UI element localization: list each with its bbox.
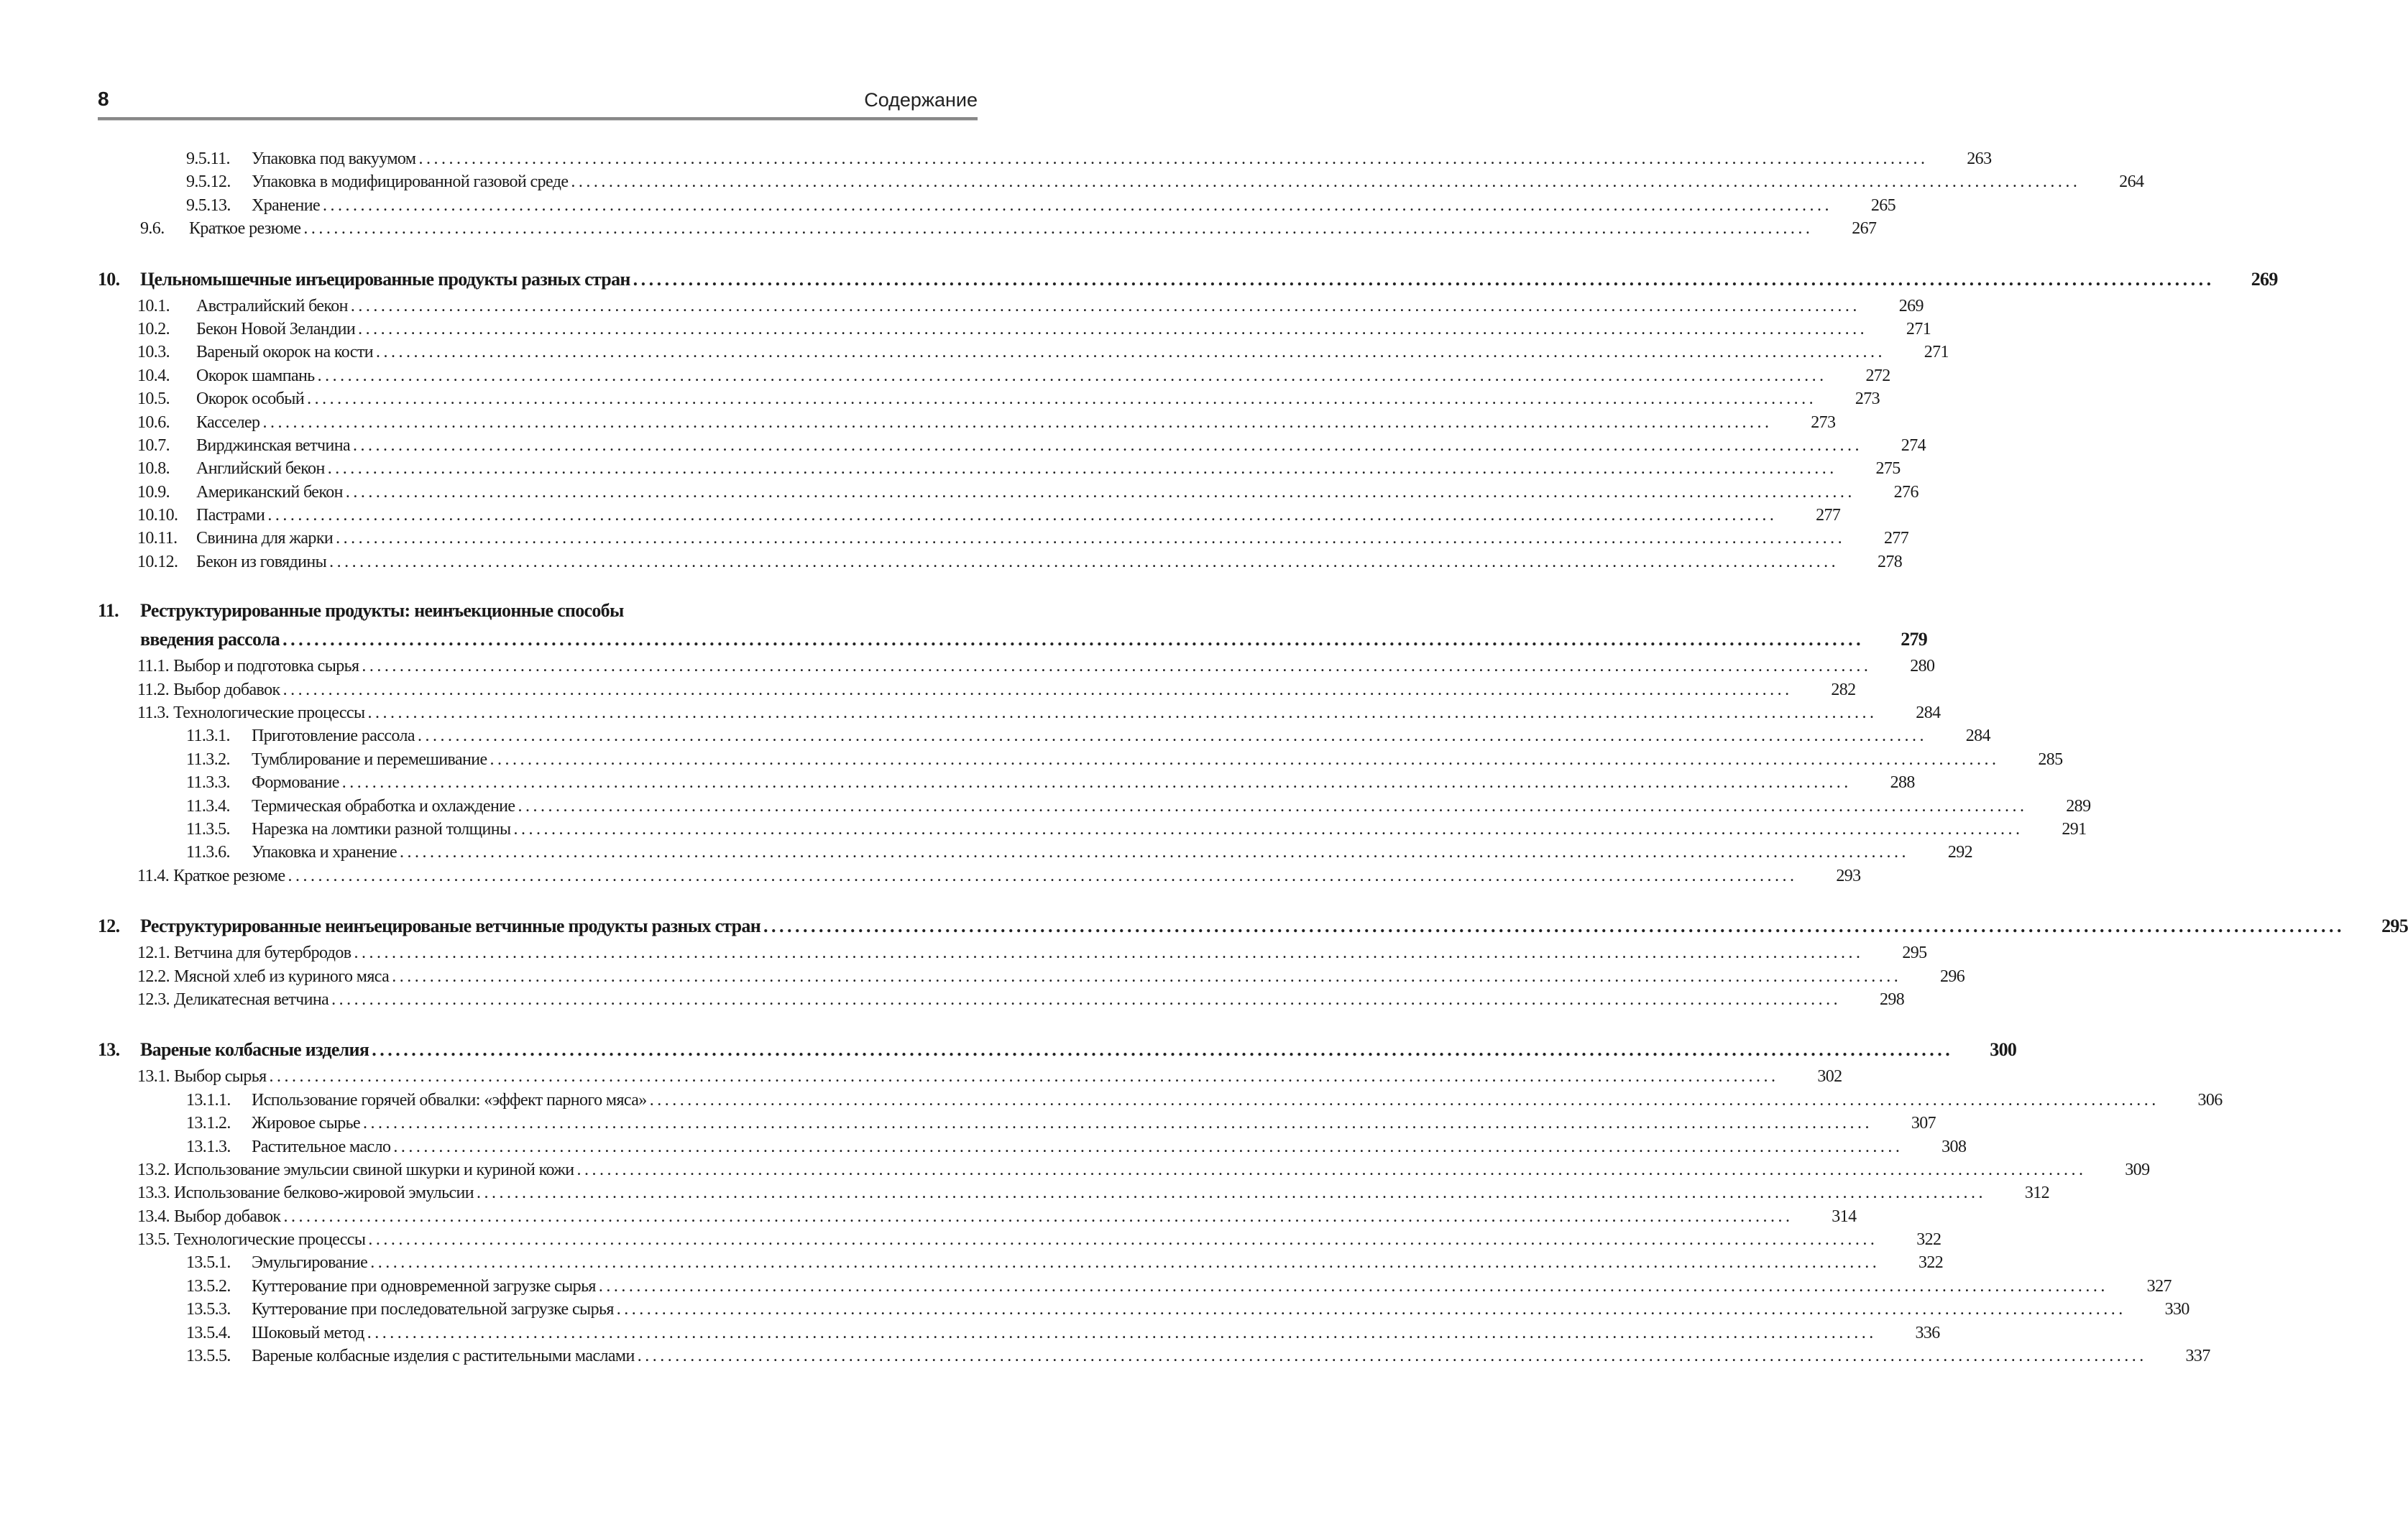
- entry-number: 13.1.2.: [186, 1114, 231, 1133]
- dot-leader: ........................................................................................................................................................................................................: [633, 268, 2215, 290]
- header-rule: [98, 117, 978, 121]
- dot-leader: ........................................................................................................................................................................................................: [303, 219, 1814, 239]
- entry-number: 11.1.: [137, 657, 170, 676]
- toc-entry[interactable]: [98, 457, 1901, 480]
- entry-page: 309: [2125, 1160, 2150, 1179]
- dot-leader: ........................................................................................................................................................................................................: [763, 916, 2345, 937]
- dot-leader: ........................................................................................................................................................................................................: [269, 1067, 1779, 1087]
- entry-number: 11.3.1.: [186, 727, 230, 746]
- entry-page: 295: [1902, 944, 1927, 963]
- toc-entry[interactable]: [98, 341, 1949, 364]
- dot-leader: ........................................................................................................................................................................................................: [288, 866, 1798, 885]
- entry-title: Австралийский бекон: [196, 296, 348, 315]
- entry-title: Вирджинская ветчина: [196, 435, 350, 455]
- entry-title: Американский бекон: [196, 482, 343, 502]
- dot-leader: ........................................................................................................................................................................................................: [362, 657, 1872, 676]
- toc-entry[interactable]: [98, 1298, 2189, 1321]
- entry-title: Реструктурированные неинъецированые ветчинные продукты разных стран: [140, 916, 761, 937]
- toc-entry[interactable]: [98, 318, 1931, 341]
- entry-number: 9.6.: [140, 219, 165, 239]
- entry-title: Деликатесная ветчина: [174, 990, 329, 1009]
- entry-number: 9.5.12.: [186, 172, 231, 192]
- entry-title: Нарезка на ломтики разной толщины: [252, 819, 511, 839]
- entry-title: Тумблирование и перемешивание: [252, 750, 487, 769]
- entry-page: 330: [2164, 1300, 2189, 1319]
- dot-leader: ........................................................................................................................................................................................................: [649, 1090, 2159, 1110]
- entry-number: 11.3.4.: [186, 796, 230, 816]
- dot-leader: ........................................................................................................................................................................................................: [400, 843, 1910, 862]
- page-number: 8: [98, 88, 109, 110]
- toc-entry[interactable]: [98, 678, 1856, 701]
- entry-number: 10.1.: [137, 296, 170, 315]
- dot-leader: ........................................................................................................................................................................................................: [477, 1184, 1987, 1203]
- entry-number: 12.2.: [137, 967, 170, 986]
- toc-entry[interactable]: [98, 724, 1990, 747]
- entry-page: 264: [2119, 172, 2144, 192]
- dot-leader: ........................................................................................................................................................................................................: [393, 1137, 1903, 1156]
- toc-entry[interactable]: [98, 1181, 2050, 1204]
- entry-page: 263: [1967, 149, 1992, 168]
- entry-page: 277: [1883, 529, 1909, 548]
- toc-entry[interactable]: [98, 1228, 1941, 1251]
- entry-number: 13.5.4.: [186, 1323, 231, 1342]
- entry-number: 10.5.: [137, 389, 170, 409]
- dot-leader: ........................................................................................................................................................................................................: [576, 1160, 2087, 1179]
- toc-entry[interactable]: [98, 655, 1935, 678]
- entry-title: Английский бекон: [196, 459, 325, 479]
- dot-leader: ........................................................................................................................................................................................................: [282, 680, 1793, 699]
- entry-page: 292: [1947, 843, 1973, 862]
- entry-page: 322: [1918, 1253, 1944, 1273]
- dot-leader: ........................................................................................................................................................................................................: [354, 944, 1864, 963]
- entry-title: Упаковка в модифицированной газовой среде: [252, 172, 569, 192]
- entry-number: 13.1.1.: [186, 1090, 231, 1110]
- entry-title: Касселер: [196, 412, 260, 432]
- entry-number: 10.11.: [137, 529, 178, 548]
- entry-page: 280: [1910, 657, 1935, 676]
- entry-page: 295: [2381, 916, 2408, 937]
- toc-entry[interactable]: [98, 841, 1973, 864]
- entry-title: Технологические процессы: [173, 704, 365, 723]
- entry-number: 10.3.: [137, 343, 170, 362]
- entry-page: 300: [1990, 1039, 2017, 1061]
- dot-leader: ........................................................................................................................................................................................................: [345, 482, 1855, 502]
- entry-page: 337: [2185, 1347, 2210, 1366]
- dot-leader: ........................................................................................................................................................................................................: [282, 629, 1865, 650]
- dot-leader: ........................................................................................................................................................................................................: [267, 506, 1778, 525]
- entry-page: 282: [1831, 680, 1856, 699]
- entry-page: 265: [1870, 195, 1896, 215]
- toc-entry[interactable]: [98, 364, 1890, 387]
- toc-entry[interactable]: [98, 1065, 1842, 1088]
- dot-leader: ........................................................................................................................................................................................................: [370, 1253, 1880, 1273]
- entry-page: 308: [1941, 1137, 1967, 1156]
- entry-number: 12.1.: [137, 944, 170, 963]
- entry-page: 269: [1898, 296, 1924, 315]
- entry-page: 284: [1965, 727, 1990, 746]
- entry-page: 314: [1832, 1207, 1857, 1226]
- entry-page: 267: [1852, 219, 1877, 239]
- entry-number: 11.3.2.: [186, 750, 230, 769]
- toc-entry[interactable]: [98, 434, 1926, 457]
- toc-entry[interactable]: [98, 941, 1927, 964]
- toc-entry[interactable]: [98, 1251, 1944, 1274]
- entry-page: 273: [1855, 389, 1880, 409]
- entry-page: 277: [1816, 506, 1841, 525]
- entry-title: Куттерование при последовательной загрузке сырья: [252, 1300, 614, 1319]
- dot-leader: ........................................................................................................................................................................................................: [616, 1300, 2126, 1319]
- entry-title: Упаковка под вакуумом: [252, 149, 416, 168]
- dot-leader: ........................................................................................................................................................................................................: [317, 366, 1827, 385]
- entry-title: Реструктурированные продукты: неинъекционные способы: [140, 600, 624, 622]
- toc-entry[interactable]: [98, 771, 1915, 794]
- entry-page: 274: [1901, 435, 1926, 455]
- dot-leader: ........................................................................................................................................................................................................: [367, 704, 1878, 723]
- entry-number: 13.5.: [137, 1230, 170, 1250]
- entry-page: 291: [2062, 819, 2087, 839]
- entry-page: 285: [2038, 750, 2063, 769]
- dot-leader: ........................................................................................................................................................................................................: [637, 1347, 2147, 1366]
- entry-number: 13.3.: [137, 1184, 170, 1203]
- toc-entry[interactable]: [98, 701, 1941, 724]
- dot-leader: ........................................................................................................................................................................................................: [336, 529, 1846, 548]
- toc-entry[interactable]: [98, 217, 1877, 240]
- toc-entry[interactable]: [98, 170, 2144, 193]
- dot-leader: ........................................................................................................................................................................................................: [375, 343, 1885, 362]
- toc-entry[interactable]: [98, 818, 2087, 841]
- entry-number: 12.: [98, 916, 120, 937]
- entry-number: 11.3.: [137, 704, 170, 723]
- dot-leader: ........................................................................................................................................................................................................: [367, 1323, 1877, 1342]
- entry-page: 306: [2197, 1090, 2223, 1110]
- entry-page: 288: [1890, 773, 1915, 793]
- running-title: Содержание: [864, 89, 978, 111]
- toc-chapter-continuation[interactable]: [98, 624, 1928, 655]
- entry-title: Окорок особый: [196, 389, 305, 409]
- entry-page: 312: [2024, 1184, 2050, 1203]
- entry-number: 13.2.: [137, 1160, 170, 1179]
- entry-page: 279: [1901, 629, 1928, 650]
- entry-number: 10.: [98, 268, 120, 290]
- entry-page: 276: [1893, 482, 1918, 502]
- entry-title: Формование: [252, 773, 339, 793]
- entry-number: 9.5.13.: [186, 195, 231, 215]
- dot-leader: ........................................................................................................................................................................................................: [323, 195, 1833, 215]
- toc-entry[interactable]: [98, 504, 1841, 527]
- entry-title: Мясной хлеб из куриного мяса: [174, 967, 390, 986]
- entry-title: Окорок шампань: [196, 366, 315, 385]
- dot-leader: ........................................................................................................................................................................................................: [598, 1276, 2108, 1296]
- dot-leader: ........................................................................................................................................................................................................: [262, 412, 1773, 432]
- entry-number: 11.3.6.: [186, 843, 230, 862]
- entry-title: Термическая обработка и охлаждение: [252, 796, 515, 816]
- entry-title: Вареные колбасные изделия с растительными маслами: [252, 1347, 635, 1366]
- toc-entry[interactable]: [98, 1275, 2172, 1298]
- entry-page: 284: [1916, 704, 1941, 723]
- entry-title: Краткое резюме: [173, 866, 285, 885]
- entry-title: Использование белково-жировой эмульсии: [174, 1184, 474, 1203]
- toc-entry[interactable]: [98, 1345, 2210, 1368]
- dot-leader: ........................................................................................................................................................................................................: [331, 990, 1842, 1009]
- entry-title: Вареные колбасные изделия: [140, 1039, 369, 1061]
- entry-title: Выбор добавок: [173, 680, 280, 699]
- entry-number: 11.3.5.: [186, 819, 230, 839]
- toc-chapter[interactable]: [98, 264, 2278, 295]
- entry-number: 10.9.: [137, 482, 170, 502]
- entry-title: Хранение: [252, 195, 321, 215]
- entry-number: 13.5.5.: [186, 1347, 231, 1366]
- table-of-contents: [98, 147, 2408, 1368]
- entry-title: Цельномышечные инъецированные продукты разных стран: [140, 268, 630, 290]
- dot-leader: ........................................................................................................................................................................................................: [327, 459, 1837, 479]
- toc-entry[interactable]: [98, 748, 2063, 771]
- entry-title: Бекон Новой Зеландии: [196, 319, 356, 338]
- entry-title: Вареный окорок на кости: [196, 343, 373, 362]
- entry-number: 11.3.3.: [186, 773, 230, 793]
- entry-page: 271: [1906, 319, 1931, 338]
- dot-leader: ........................................................................................................................................................................................................: [417, 727, 1927, 746]
- dot-leader: ........................................................................................................................................................................................................: [571, 172, 2081, 192]
- toc-entry[interactable]: [98, 387, 1880, 410]
- toc-entry[interactable]: [98, 147, 1992, 170]
- entry-number: 10.12.: [137, 552, 178, 571]
- entry-title: Пастрами: [196, 506, 265, 525]
- entry-title: Куттерование при одновременной загрузке сырья: [252, 1276, 596, 1296]
- toc-entry[interactable]: [98, 988, 1905, 1011]
- dot-leader: ........................................................................................................................................................................................................: [307, 389, 1817, 409]
- entry-number: 10.4.: [137, 366, 170, 385]
- entry-page: 269: [2251, 268, 2278, 290]
- dot-leader: ........................................................................................................................................................................................................: [341, 773, 1852, 793]
- toc-entry[interactable]: [98, 1322, 1940, 1345]
- toc-chapter[interactable]: [98, 1035, 2017, 1065]
- toc-entry[interactable]: [98, 481, 1918, 504]
- entry-number: 11.4.: [137, 866, 170, 885]
- entry-title: Упаковка и хранение: [252, 843, 397, 862]
- toc-entry[interactable]: [98, 295, 1924, 318]
- dot-leader: ........................................................................................................................................................................................................: [353, 435, 1862, 455]
- toc-chapter[interactable]: [98, 911, 2408, 941]
- entry-number: 11.: [98, 600, 119, 622]
- entry-title: Выбор сырья: [174, 1067, 267, 1087]
- dot-leader: ........................................................................................................................................................................................................: [358, 319, 1868, 338]
- entry-page: 296: [1939, 967, 1965, 986]
- toc-entry[interactable]: [98, 194, 1896, 217]
- toc-entry[interactable]: [98, 550, 1903, 573]
- dot-leader: ........................................................................................................................................................................................................: [350, 296, 1860, 315]
- entry-title: Ветчина для бутербродов: [174, 944, 351, 963]
- dot-leader: ........................................................................................................................................................................................................: [418, 149, 1929, 168]
- entry-page: 275: [1875, 459, 1901, 479]
- entry-page: 289: [2066, 796, 2091, 816]
- entry-title: Приготовление рассола: [252, 727, 415, 746]
- toc-entry[interactable]: [98, 1135, 1967, 1158]
- entry-number: 13.5.2.: [186, 1276, 231, 1296]
- toc-entry[interactable]: [98, 411, 1836, 434]
- dot-leader: ........................................................................................................................................................................................................: [490, 750, 2000, 769]
- entry-title: Краткое резюме: [189, 219, 301, 239]
- entry-number: 13.: [98, 1039, 120, 1061]
- dot-leader: ........................................................................................................................................................................................................: [518, 796, 2028, 816]
- entry-number: 11.2.: [137, 680, 170, 699]
- dot-leader: ........................................................................................................................................................................................................: [368, 1230, 1878, 1250]
- entry-number: 10.10.: [137, 506, 178, 525]
- entry-page: 271: [1924, 343, 1949, 362]
- entry-page: 302: [1817, 1067, 1842, 1087]
- entry-number: 12.3.: [137, 990, 170, 1009]
- entry-title: Растительное масло: [252, 1137, 391, 1156]
- entry-title: Выбор и подготовка сырья: [173, 657, 359, 676]
- entry-number: 10.6.: [137, 412, 170, 432]
- toc-entry[interactable]: [98, 795, 2091, 818]
- entry-number: 9.5.11.: [186, 149, 230, 168]
- dot-leader: ........................................................................................................................................................................................................: [513, 819, 2023, 839]
- entry-title: Выбор добавок: [174, 1207, 281, 1226]
- entry-page: 327: [2146, 1276, 2172, 1296]
- running-header: [98, 88, 978, 114]
- dot-leader: ........................................................................................................................................................................................................: [372, 1039, 1954, 1061]
- entry-title: введения рассола: [140, 629, 280, 650]
- toc-entry[interactable]: [98, 864, 1861, 887]
- toc-entry[interactable]: [98, 1112, 1936, 1135]
- entry-number: 13.1.3.: [186, 1137, 231, 1156]
- toc-entry[interactable]: [98, 1205, 1857, 1228]
- entry-page: 322: [1916, 1230, 1941, 1250]
- entry-number: 13.1.: [137, 1067, 170, 1087]
- dot-leader: ........................................................................................................................................................................................................: [392, 967, 1902, 986]
- entry-title: Использование эмульсии свиной шкурки и куриной кожи: [174, 1160, 574, 1179]
- entry-number: 10.2.: [137, 319, 170, 338]
- entry-number: 10.7.: [137, 435, 170, 455]
- entry-page: 272: [1865, 366, 1890, 385]
- entry-title: Технологические процессы: [174, 1230, 366, 1250]
- entry-number: 13.4.: [137, 1207, 170, 1226]
- toc-entry[interactable]: [98, 1158, 2150, 1181]
- toc-chapter[interactable]: [98, 597, 965, 624]
- entry-page: 307: [1911, 1114, 1936, 1133]
- entry-title: Эмульгирование: [252, 1253, 368, 1273]
- entry-number: 13.5.1.: [186, 1253, 231, 1273]
- entry-page: 336: [1915, 1323, 1940, 1342]
- entry-title: Использование горячей обвалки: «эффект парного мяса»: [252, 1090, 647, 1110]
- dot-leader: ........................................................................................................................................................................................................: [363, 1114, 1873, 1133]
- entry-page: 293: [1836, 866, 1861, 885]
- entry-page: 298: [1879, 990, 1905, 1009]
- entry-number: 13.5.3.: [186, 1300, 231, 1319]
- entry-title: Жировое сырье: [252, 1114, 361, 1133]
- dot-leader: ........................................................................................................................................................................................................: [283, 1207, 1793, 1226]
- entry-number: 10.8.: [137, 459, 170, 479]
- dot-leader: ........................................................................................................................................................................................................: [329, 552, 1839, 571]
- entry-title: Шоковый метод: [252, 1323, 364, 1342]
- entry-title: Бекон из говядины: [196, 552, 327, 571]
- entry-page: 273: [1811, 412, 1836, 432]
- toc-entry[interactable]: [98, 527, 1909, 550]
- toc-entry[interactable]: [98, 965, 1965, 988]
- toc-entry[interactable]: [98, 1089, 2223, 1112]
- entry-title: Свинина для жарки: [196, 529, 334, 548]
- entry-page: 278: [1877, 552, 1903, 571]
